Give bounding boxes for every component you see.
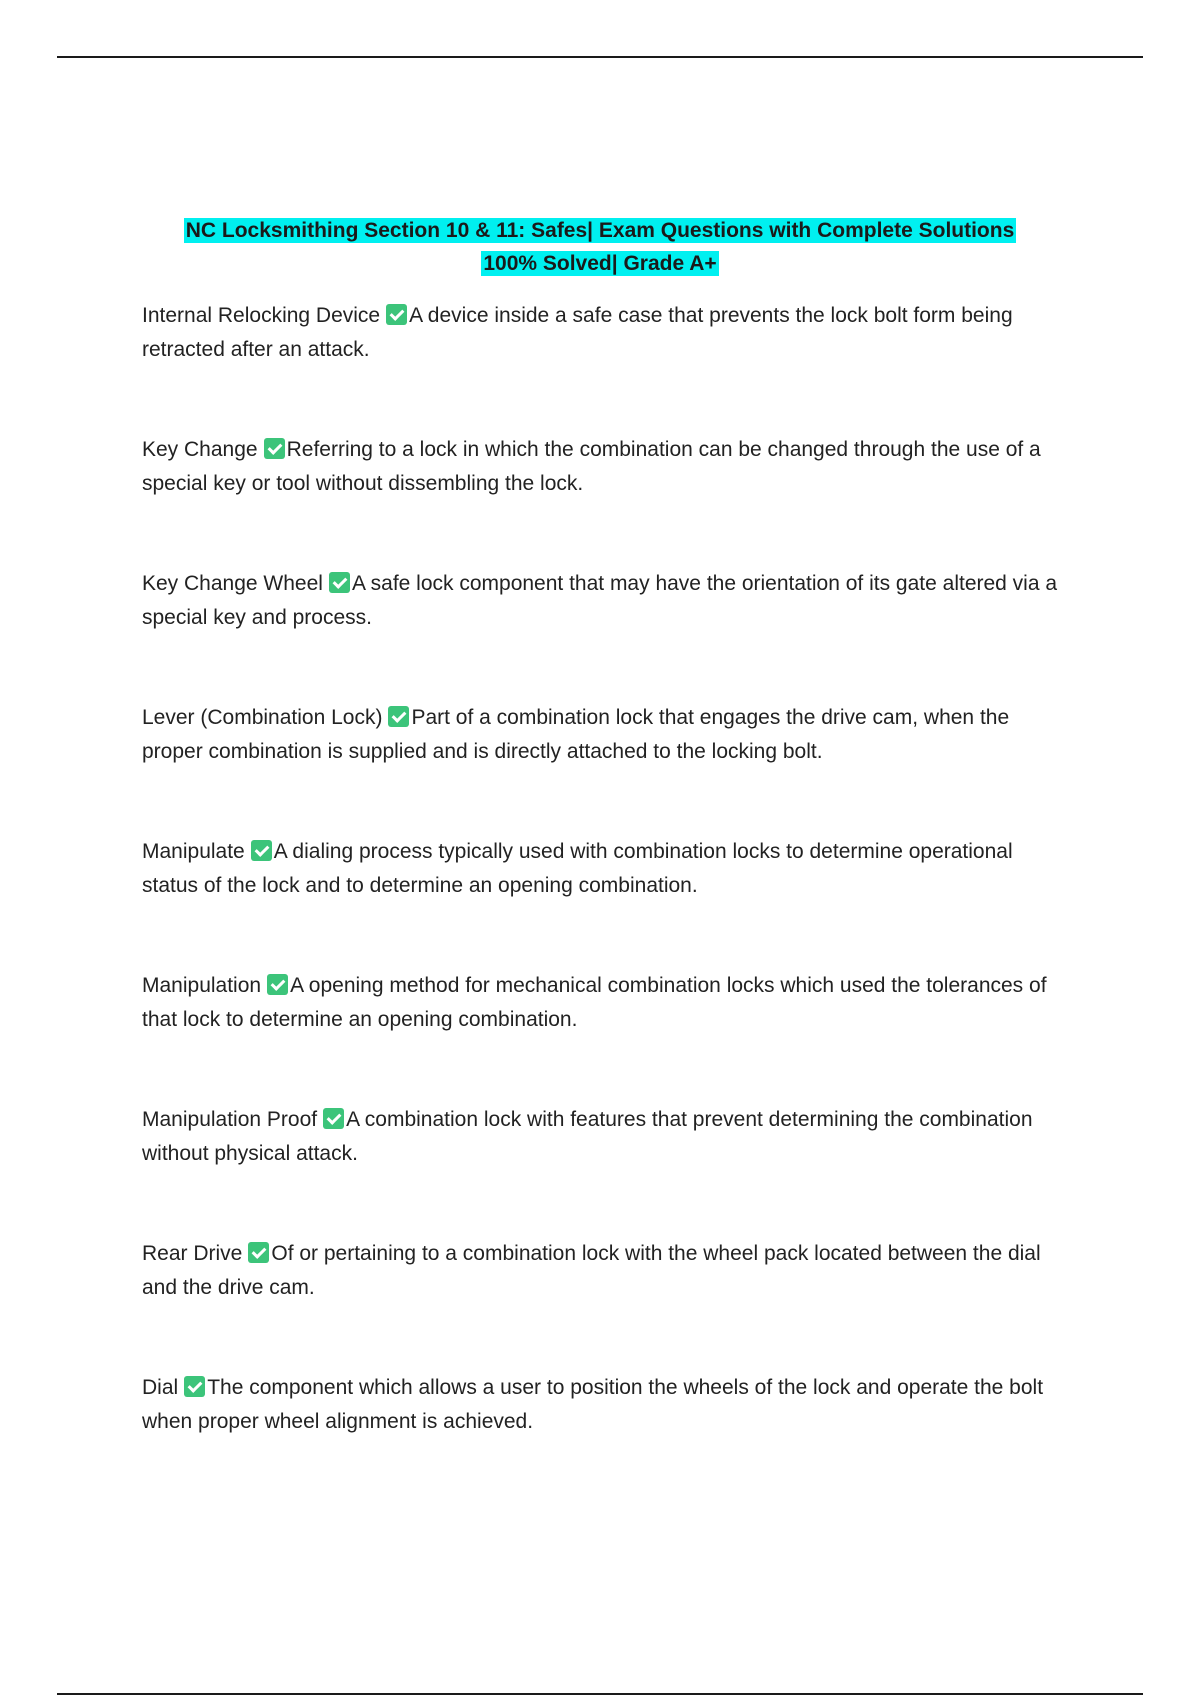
entry-definition: A safe lock component that may have the orientation of its gate altered via a special key and process. [142,572,1058,629]
check-mark-icon [388,706,409,727]
entry-definition: The component which allows a user to position the wheels of the lock and operate the bolt when proper wheel alignment is achieved. [142,1376,1044,1433]
list-item [142,1371,1072,1505]
header-rule [57,56,1143,58]
list-item [142,1103,1072,1237]
entry-definition: A opening method for mechanical combination locks which used the tolerances of that lock to determine an opening combination. [142,974,1047,1031]
entry-term: Key Change [142,438,258,461]
check-mark-icon [323,1108,344,1129]
list-item [142,969,1072,1103]
entry-term: Manipulate [142,840,245,863]
list-item [142,1237,1072,1371]
document-title [160,214,1040,280]
list-item [142,299,1072,433]
entry-definition: Referring to a lock in which the combination can be changed through the use of a special key or tool without dissembling the lock. [142,438,1041,495]
entry-term: Dial [142,1376,179,1399]
entry-term: Internal Relocking Device [142,304,381,327]
entry-term: Manipulation [142,974,262,997]
entry-term: Lever (Combination Lock) [142,706,383,729]
entry-definition: Part of a combination lock that engages the drive cam, when the proper combination is supplied and is directly attached to the locking bolt. [142,706,1010,763]
check-mark-icon [248,1242,269,1263]
entry-definition: Of or pertaining to a combination lock with the wheel pack located between the dial and the drive cam. [142,1242,1041,1299]
entry-definition: A combination lock with features that prevent determining the combination without physical attack. [142,1108,1033,1165]
list-item [142,433,1072,567]
check-mark-icon [329,572,350,593]
entry-definition: A device inside a safe case that prevents the lock bolt form being retracted after an attack. [142,304,1013,361]
document-title-text: NC Locksmithing Section 10 & 11: Safes| Exam Questions with Complete Solutions 100% Solved| Grade A+ [185,219,1015,275]
check-mark-icon [386,304,407,325]
list-item [142,567,1072,701]
footer-rule [57,1693,1143,1695]
check-mark-icon [251,840,272,861]
entry-definition: A dialing process typically used with combination locks to determine operational status of the lock and to determine an opening combination. [142,840,1013,897]
check-mark-icon [264,438,285,459]
entry-list [142,299,1072,1505]
list-item [142,701,1072,835]
entry-term: Key Change Wheel [142,572,323,595]
check-mark-icon [267,974,288,995]
check-mark-icon [184,1376,205,1397]
entry-term: Manipulation Proof [142,1108,318,1131]
list-item [142,835,1072,969]
entry-term: Rear Drive [142,1242,243,1265]
